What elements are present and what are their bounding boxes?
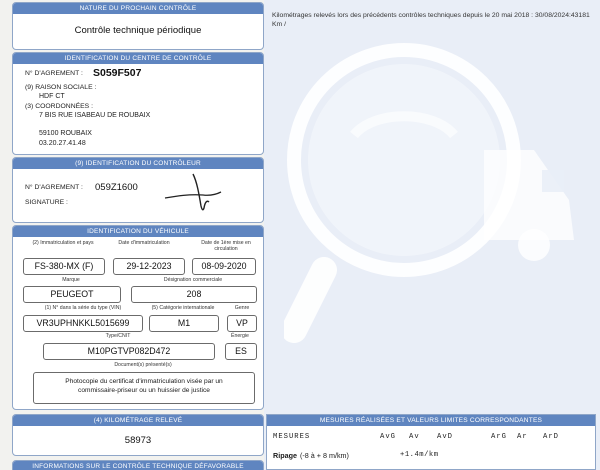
date-immat-field: 29-12-2023 [113,258,185,275]
type-caption: Type/CNIT [105,333,131,339]
documents-line-1: Photocopie du certificat d'immatriculation visée par un [65,378,223,385]
controleur-section [12,157,264,223]
centre-raison-value: HDF CT [39,93,65,100]
nature-section [12,2,264,50]
date-immat-caption: Date d'immatriculation [118,240,170,246]
categorie-field: M1 [149,315,219,332]
marque-caption: Marque [62,277,80,283]
genre-field: VP [227,315,257,332]
col-av: Av [409,433,420,441]
col-mesures: MESURES [273,433,311,441]
centre-header: IDENTIFICATION DU CENTRE DE CONTRÔLE [13,53,263,64]
controleur-header: (9) IDENTIFICATION DU CONTRÔLEUR [13,158,263,169]
vehicule-header: IDENTIFICATION DU VÉHICULE [13,226,263,237]
type-field: M10PGTVP082D472 [43,343,215,360]
energie-caption: Énergie [231,333,249,339]
mesures-header: MESURES RÉALISÉES ET VALEURS LIMITES CORRESPONDANTES [267,415,595,426]
kilometrage-header: (4) KILOMÉTRAGE RELEVÉ [13,415,263,426]
genre-caption: Genre [234,305,250,311]
centre-agrement-label: N° D'AGREMENT : [25,70,83,77]
centre-address: 7 BIS RUE ISABEAU DE ROUBAIX [39,112,151,119]
historique-kilometrage-text: Kilométrages relevés lors des précédents contrôles techniques depuis le 20 mai 2018 : 30/08/2024:43181 Km / [272,12,590,29]
col-avd: AvD [437,433,453,441]
nature-value: Contrôle technique périodique [74,25,202,36]
controleur-agrement-value: 059Z1600 [95,182,138,193]
kilometrage-section [12,414,264,456]
informations-section [12,460,264,470]
controleur-agrement-label: N° D'AGREMENT : [25,184,83,191]
ripage-label: Ripage [273,451,297,460]
vin-field: VR3UPHNKKL5015699 [23,315,143,332]
col-arg: ArG [491,433,507,441]
right-column [264,0,600,470]
col-avg: AvG [380,433,396,441]
mesures-section [266,414,596,470]
vin-caption: (1) N° dans la série du type (VIN) [44,305,122,311]
centre-phone: 03.20.27.41.48 [39,140,86,147]
kilometrage-value: 58973 [124,435,152,446]
first-circ-field: 08-09-2020 [192,258,256,275]
centre-section [12,52,264,155]
centre-agrement-value: S059F507 [93,67,142,79]
vehicule-section [12,225,264,410]
informations-header: INFORMATIONS SUR LE CONTRÔLE TECHNIQUE DÉFAVORABLE [13,461,263,470]
centre-raison-label: (9) RAISON SOCIALE : [25,84,97,91]
nature-header: NATURE DU PROCHAIN CONTRÔLE [13,3,263,14]
immat-caption: (2) Immatriculation et pays [32,240,94,246]
ripage-limits: (-8 à + 8 m/km) [300,451,349,460]
categorie-caption: (5) Catégorie internationale [151,305,215,311]
documents-line-2: commissaire-priseur ou un huissier de justice [78,387,210,394]
energie-field: ES [225,343,257,360]
immat-field: FS-380-MX (F) [23,258,105,275]
designation-caption: Désignation commerciale [163,277,223,283]
documents-caption: Document(s) présenté(s) [114,362,172,368]
designation-field: 208 [131,286,257,303]
centre-city: 59100 ROUBAIX [39,130,92,137]
ripage-value: +1.4m/km [400,451,439,459]
left-column [8,0,264,470]
documents-field [33,372,255,404]
signature-mark [163,172,223,214]
controleur-signature-label: SIGNATURE : [25,199,68,206]
col-ard: ArD [543,433,559,441]
marque-field: PEUGEOT [23,286,121,303]
col-ar: Ar [517,433,528,441]
watermark-magnifier-car-icon [284,40,584,360]
centre-coord-label: (3) COORDONNÉES : [25,103,93,110]
first-circ-caption: Date de 1ère mise en circulation [201,240,251,252]
